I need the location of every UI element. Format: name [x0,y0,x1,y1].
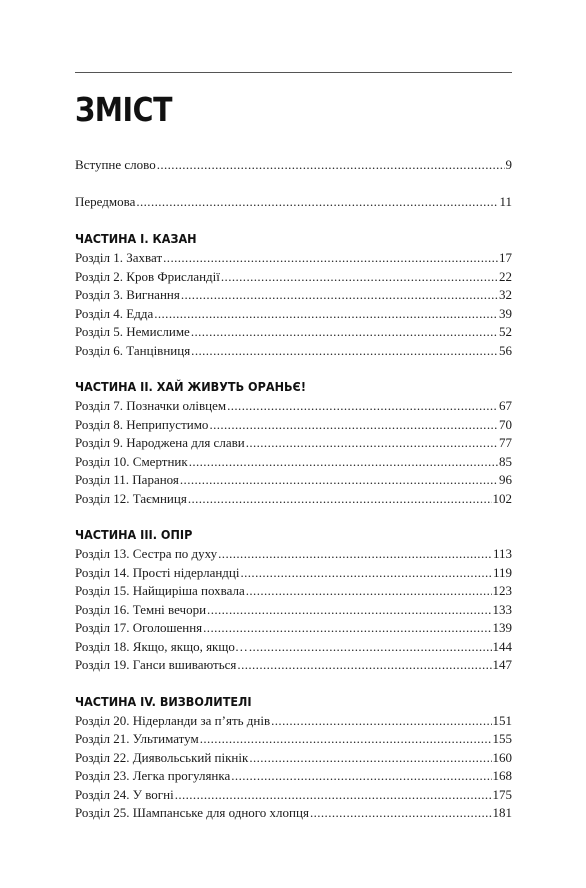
toc-page-number: 175 [492,786,512,802]
toc-entry-label: Розділ 20. Нідерланди за п’ять днів [75,712,271,728]
dot-leader [163,249,498,268]
toc-entry-chapter[interactable] [75,564,512,583]
toc-entry-label: Вступне слово [75,157,156,172]
toc-entry-label: Розділ 23. Легка прогулянка [75,768,231,783]
toc-page-number: 32 [499,287,512,302]
toc-page-number: 85 [499,453,512,469]
toc-page-number: 11 [499,193,512,209]
dot-leader [218,545,492,564]
top-rule [75,72,512,73]
dot-leader [227,397,498,416]
toc-entry-chapter[interactable] [75,804,512,823]
toc-page-number: 139 [492,620,512,635]
toc-entry-label: Розділ 17. Оголошення [75,620,203,635]
dot-leader [191,323,498,342]
toc-entry-label: Передмова [75,193,136,209]
toc-page-number: 17 [499,250,512,265]
dot-leader [180,471,498,490]
table-of-contents [75,156,512,823]
toc-entry-chapter[interactable] [75,767,512,786]
dot-leader [207,601,491,620]
dot-leader [231,767,491,786]
section-gap [75,360,512,377]
toc-entry-chapter[interactable] [75,416,512,435]
section-gap [75,508,512,525]
dot-leader [203,619,491,638]
toc-page-number: 67 [499,398,512,413]
dot-leader [246,434,498,453]
toc-entry-chapter[interactable] [75,545,512,564]
dot-leader [209,416,498,435]
toc-entry-label: Розділ 11. Параноя [75,472,179,487]
dot-leader [249,749,491,768]
toc-entry-chapter[interactable] [75,712,512,731]
toc-page-number: 102 [492,490,512,506]
dot-leader [271,712,491,731]
dot-leader [188,490,492,509]
toc-page-number: 77 [499,435,512,450]
toc-entry-label: Розділ 14. Прості нідерландці [75,564,240,580]
dot-leader [181,286,498,305]
toc-entry-chapter[interactable] [75,749,512,768]
toc-page-number: 113 [492,546,512,561]
toc-entry-label: Розділ 5. Немислиме [75,324,190,339]
toc-page-number: 147 [492,657,512,672]
toc-entry-label: Розділ 8. Неприпустимо [75,416,209,432]
toc-entry-label: Розділ 9. Народжена для слави [75,435,245,450]
dot-leader [136,193,498,212]
toc-page-number: 151 [492,712,512,728]
toc-page-number: 56 [499,342,512,358]
toc-entry-chapter[interactable] [75,249,512,268]
toc-entry-label: Розділ 13. Сестра по духу [75,546,218,561]
toc-entry-chapter[interactable] [75,286,512,305]
toc-page-number: 119 [492,564,512,580]
toc-entry-chapter[interactable] [75,786,512,805]
part-heading[interactable]: ЧАСТИНА IV. ВИЗВОЛИТЕЛІ [75,693,252,709]
toc-entry-chapter[interactable] [75,730,512,749]
toc-entry-label: Розділ 4. Едда [75,305,154,321]
toc-page-number: 39 [499,305,512,321]
page-title: ЗМІСТ [75,90,173,129]
toc-entry-label: Розділ 22. Диявольський пікнік [75,749,249,765]
toc-entry-label: Розділ 3. Вигнання [75,287,180,302]
toc-entry-chapter[interactable] [75,323,512,342]
toc-entry-label: Розділ 7. Позначки олівцем [75,398,227,413]
toc-page-number: 96 [499,472,512,487]
dot-leader [191,342,498,361]
toc-page-number: 144 [492,638,512,654]
toc-entry-chapter[interactable] [75,656,512,675]
toc-entry-chapter[interactable] [75,490,512,509]
toc-page-number: 22 [499,268,512,284]
dot-leader [189,453,498,472]
toc-entry-chapter[interactable] [75,305,512,324]
dot-leader [154,305,498,324]
toc-entry-label: Розділ 19. Ганси вшиваються [75,657,237,672]
toc-entry-label: Розділ 16. Темні вечори [75,601,207,617]
toc-page-number: 70 [499,416,512,432]
toc-entry-label: Розділ 12. Таємниця [75,490,187,506]
toc-entry-front[interactable] [75,193,512,212]
part-heading[interactable]: ЧАСТИНА III. ОПІР [75,527,193,542]
dot-leader [200,730,492,749]
section-gap [75,211,512,229]
toc-entry-label: Розділ 15. Найщиріша похвала [75,583,245,598]
part-heading[interactable]: ЧАСТИНА I. КАЗАН [75,231,197,246]
toc-entry-chapter[interactable] [75,638,512,657]
toc-entry-label: Розділ 2. Кров Фрисландії [75,268,220,284]
toc-entry-label: Розділ 25. Шампанське для одного хлопця [75,805,309,820]
toc-entry-label: Розділ 1. Захват [75,250,163,265]
toc-page-number: 9 [505,157,512,172]
toc-entry-front[interactable] [75,156,512,175]
section-gap [75,675,512,692]
toc-page-number: 52 [499,324,512,339]
dot-leader [221,268,498,287]
toc-entry-chapter[interactable] [75,268,512,287]
toc-page-number: 168 [492,768,512,783]
toc-entry-chapter[interactable] [75,397,512,416]
toc-entry-chapter[interactable] [75,582,512,601]
toc-entry-chapter[interactable] [75,342,512,361]
dot-leader [240,564,491,583]
toc-entry-chapter[interactable] [75,453,512,472]
dot-leader [246,582,492,601]
toc-page-number: 181 [492,805,512,820]
toc-entry-label: Розділ 10. Смертник [75,453,188,469]
toc-entry-chapter[interactable] [75,471,512,490]
dot-leader [175,786,492,805]
dot-leader [157,156,505,175]
part-heading[interactable]: ЧАСТИНА II. ХАЙ ЖИВУТЬ ОРАНЬЄ! [75,379,306,394]
toc-page [75,72,512,820]
dot-leader [310,804,492,823]
section-gap [75,175,512,193]
toc-entry-label: Розділ 6. Танцівниця [75,342,191,358]
toc-entry-chapter[interactable] [75,619,512,638]
toc-page-number: 133 [492,601,512,617]
toc-page-number: 160 [492,749,512,765]
toc-entry-chapter[interactable] [75,434,512,453]
toc-page-number: 123 [492,583,512,598]
toc-entry-chapter[interactable] [75,601,512,620]
toc-page-number: 155 [492,731,512,746]
toc-entry-label: Розділ 21. Ультиматум [75,731,199,746]
toc-entry-label: Розділ 24. У вогні [75,786,174,802]
dot-leader [249,638,492,657]
dot-leader [237,656,491,675]
toc-entry-label: Розділ 18. Якщо, якщо, якщо… [75,638,248,654]
